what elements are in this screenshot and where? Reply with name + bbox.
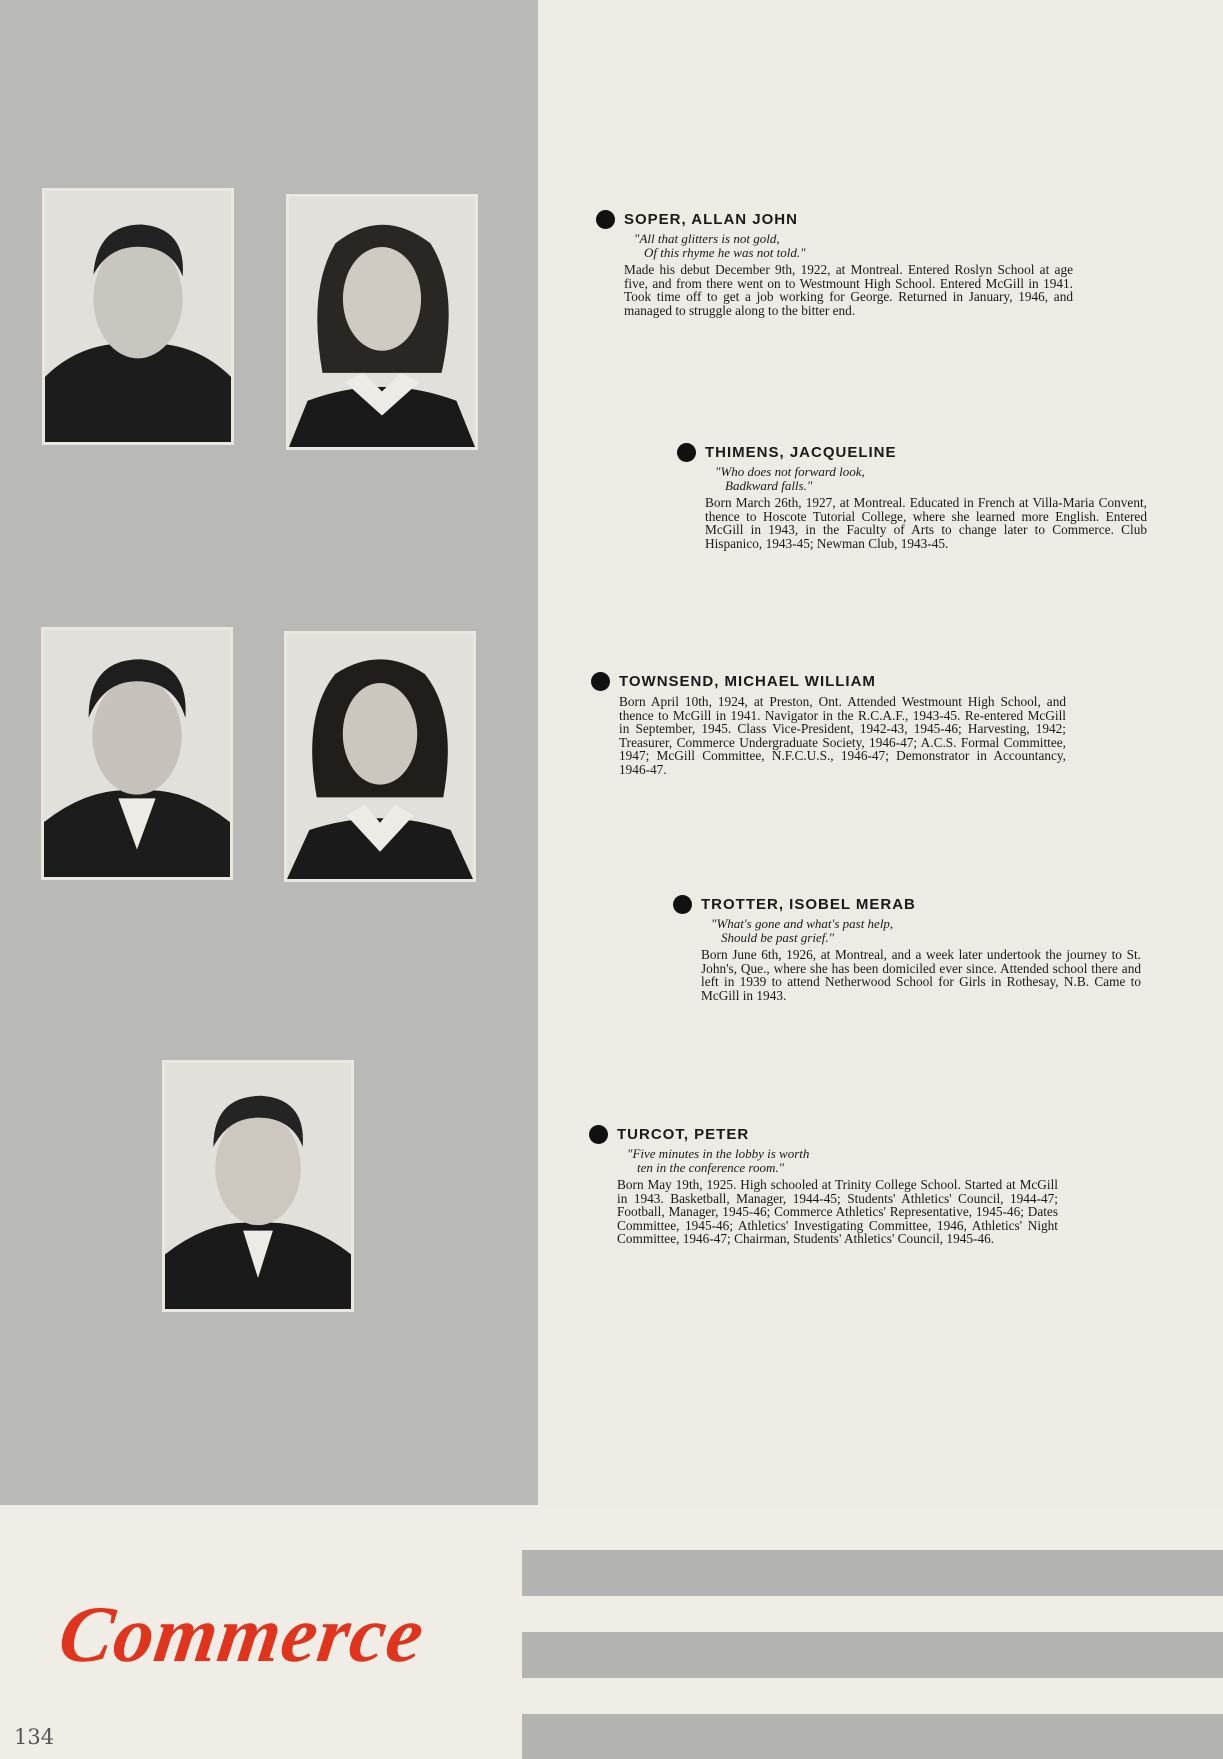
entry-bio: Born April 10th, 1924, at Preston, Ont. Attended Westmount High School, and thence to McGill in 1941. Navigator in the R.C.A.F., 1943-45. Re-entered McGill in September, 1945. Class Vice-President, 1942-43, 1945-46; Harvesting, 1942; Treasurer, Commerce Undergraduate Society, 1946-47; A.C.S. Formal Committee, 1947; McGill Committee, N.F.C.U.S., 1946-47; Demonstrator in Accountancy, 1946-47. <box>619 694 1066 777</box>
entry-trotter <box>673 895 1141 1002</box>
footer-stripe <box>522 1550 1223 1596</box>
portrait-photo-soper <box>42 188 234 445</box>
footer-stripe <box>522 1632 1223 1678</box>
entry-quote: "Who does not forward look, Badkward falls." <box>715 464 865 493</box>
entry-quote: "All that glitters is not gold, Of this rhyme he was not told." <box>634 231 806 260</box>
entry-quote: "Five minutes in the lobby is worth ten in the conference room." <box>627 1146 810 1175</box>
entry-thimens <box>677 443 1147 550</box>
entry-name: THIMENS, JACQUELINE <box>705 444 897 461</box>
entry-bio: Born March 26th, 1927, at Montreal. Educated in French at Villa-Maria Convent, thence to Hoscote Tutorial College, where she learned more English. Entered McGill in 1943, in the Faculty of Arts to change later to Commerce. Club Hispanico, 1943-45; Newman Club, 1943-45. <box>705 495 1147 551</box>
footer-stripe <box>522 1714 1223 1759</box>
section-title: Commerce <box>53 1591 430 1679</box>
entry-bio: Born June 6th, 1926, at Montreal, and a week later undertook the journey to St. John's, Que., where she has been domiciled ever since. Attended school there and left in 1939 to attend Netherwood School for Girls in Rothesay, N.B. Came to McGill in 1943. <box>701 947 1141 1003</box>
entry-bio: Born May 19th, 1925. High schooled at Trinity College School. Started at McGill in 1943. Basketball, Manager, 1944-45; Students' Athletics' Council, 1944-47; Football, Manager, 1945-46; Commerce Athletics' Representative, 1945-46; Dates Committee, 1945-46; Athletics' Investigating Committee, 1946, Athletics' Night Committee, 1946-47; Chairman, Students' Athletics' Council, 1945-46. <box>617 1177 1058 1247</box>
portrait-photo-trotter <box>284 631 476 882</box>
entry-townsend <box>591 672 1066 777</box>
bullet-icon <box>589 1125 608 1144</box>
entry-soper <box>596 210 1073 317</box>
bullet-icon <box>596 210 615 229</box>
portrait-photo-turcot <box>162 1060 354 1312</box>
entry-bio: Made his debut December 9th, 1922, at Montreal. Entered Roslyn School at age five, and from there went on to Westmount High School. Entered McGill in 1941. Took time off to get a job working for George. Returned in January, 1946, and managed to struggle along to the bitter end. <box>624 262 1073 318</box>
portrait-photo-townsend <box>41 627 233 880</box>
entry-name: SOPER, ALLAN JOHN <box>624 211 798 228</box>
page-number: 134 <box>14 1725 55 1749</box>
entry-name: TOWNSEND, MICHAEL WILLIAM <box>619 673 876 690</box>
entry-name: TURCOT, PETER <box>617 1126 750 1143</box>
portrait-photo-thimens <box>286 194 478 450</box>
bullet-icon <box>673 895 692 914</box>
entry-name: TROTTER, ISOBEL MERAB <box>701 896 916 913</box>
bullet-icon <box>591 672 610 691</box>
bullet-icon <box>677 443 696 462</box>
entry-turcot <box>589 1125 1058 1246</box>
entry-quote: "What's gone and what's past help, Should be past grief." <box>711 916 894 945</box>
